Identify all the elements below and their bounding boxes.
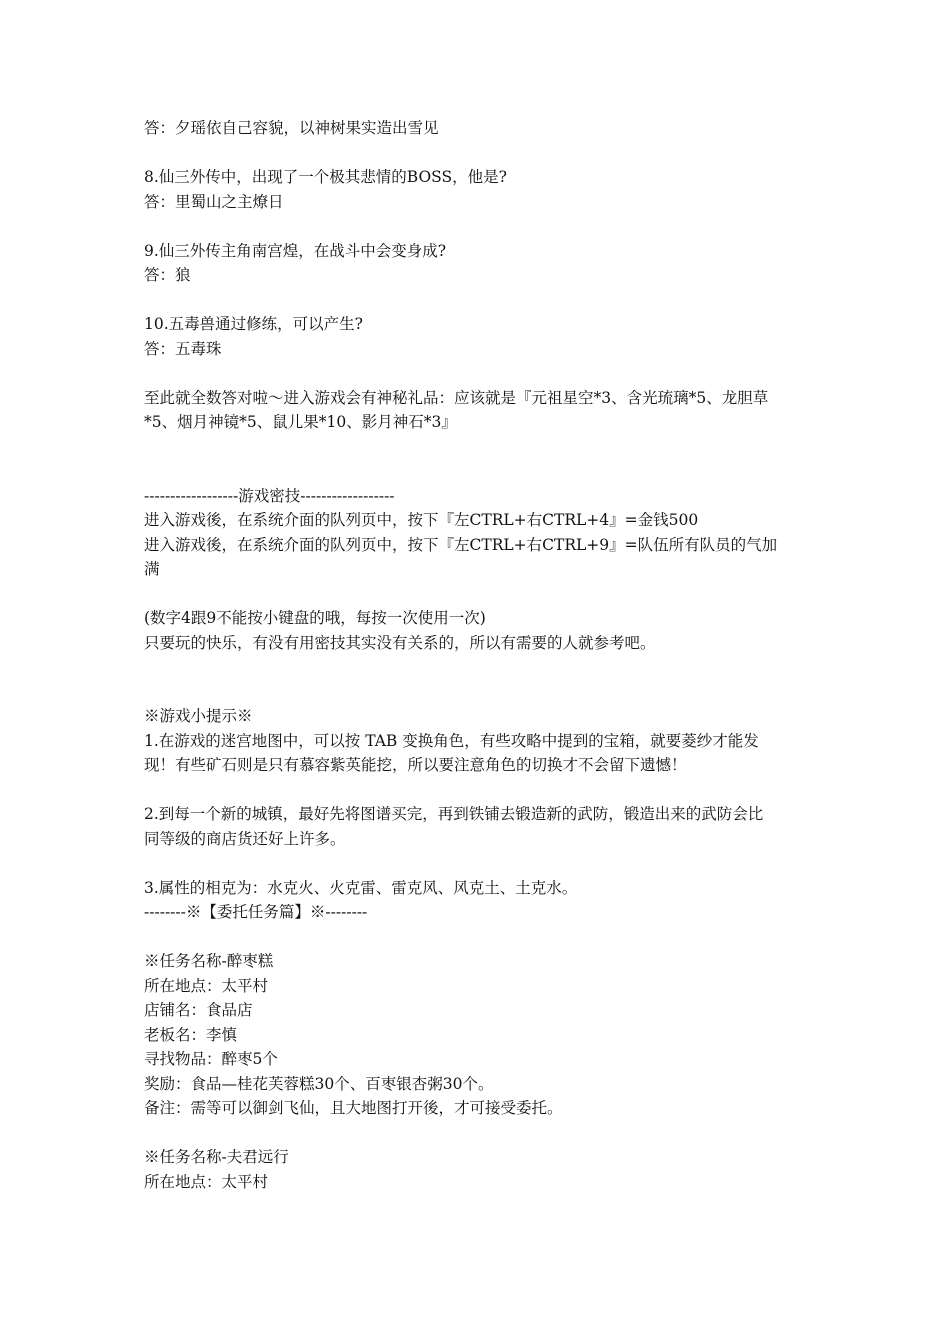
quest-2-name: ※任务名称-夫君远行 <box>144 1148 289 1166</box>
tips-heading: ※游戏小提示※ <box>144 707 253 725</box>
q9-answer: 答：狼 <box>144 266 191 284</box>
q7-answer: 答：夕瑶依自己容貌，以神树果实造出雪见 <box>144 119 439 137</box>
quest-1-name: ※任务名称-醉枣糕 <box>144 952 274 970</box>
cheats-heading: ------------------游戏密技------------------ <box>144 486 395 505</box>
quest-1-location: 所在地点：太平村 <box>144 976 269 995</box>
tip-2-line-1: 2.到每一个新的城镇，最好先将图谱买完，再到铁铺去锻造新的武防，锻造出来的武防会比 <box>144 805 764 823</box>
summary-line-2: *5、烟月神镜*5、鼠儿果*10、影月神石*3』 <box>144 413 457 431</box>
cheat-2-line-2: 满 <box>144 560 160 578</box>
document-page <box>144 116 814 1194</box>
cheats-remark: 只要玩的快乐，有没有用密技其实没有关系的，所以有需要的人就参考吧。 <box>144 633 656 652</box>
quest-1-item: 寻找物品：醉枣5个 <box>144 1050 278 1068</box>
quest-2-location: 所在地点：太平村 <box>144 1172 269 1191</box>
quest-1-shop: 店铺名：食品店 <box>144 1001 253 1019</box>
quests-heading: --------※【委托任务篇】※-------- <box>144 903 368 921</box>
quest-1-reward: 奖励：食品—桂花芙蓉糕30个、百枣银杏粥30个。 <box>144 1074 494 1093</box>
q10-question: 10.五毒兽通过修练，可以产生? <box>144 315 363 333</box>
cheat-2-line-1: 进入游戏後，在系统介面的队列页中，按下『左CTRL+右CTRL+9』=队伍所有队员的气加 <box>144 535 778 554</box>
tip-3: 3.属性的相克为：水克火、火克雷、雷克风、风克土、土克水。 <box>144 878 578 897</box>
cheats-note: (数字4跟9不能按小键盘的哦，每按一次使用一次) <box>144 609 486 627</box>
q8-question: 8.仙三外传中，出现了一个极其悲情的BOSS，他是? <box>144 168 507 186</box>
q10-answer: 答：五毒珠 <box>144 339 222 358</box>
tip-2-line-2: 同等级的商店货还好上许多。 <box>144 829 346 848</box>
summary-line-1: 至此就全数答对啦～进入游戏会有神秘礼品：应该就是『元祖星空*3、含光琉璃*5、龙胆草 <box>144 388 769 407</box>
q8-answer: 答：里蜀山之主燎日 <box>144 192 284 211</box>
q9-question: 9.仙三外传主角南宫煌，在战斗中会变身成? <box>144 241 447 260</box>
tip-1-line-2: 现！有些矿石则是只有慕容紫英能挖，所以要注意角色的切换才不会留下遗憾！ <box>144 756 687 774</box>
quest-1-note: 备注：需等可以御剑飞仙，且大地图打开後，才可接受委托。 <box>144 1099 563 1117</box>
cheat-1: 进入游戏後，在系统介面的队列页中，按下『左CTRL+右CTRL+4』=金钱500 <box>144 511 699 529</box>
quest-1-owner: 老板名：李慎 <box>144 1025 238 1044</box>
tip-1-line-1: 1.在游戏的迷宫地图中，可以按 TAB 变换角色，有些攻略中提到的宝箱，就要菱纱才能发 <box>144 731 759 750</box>
